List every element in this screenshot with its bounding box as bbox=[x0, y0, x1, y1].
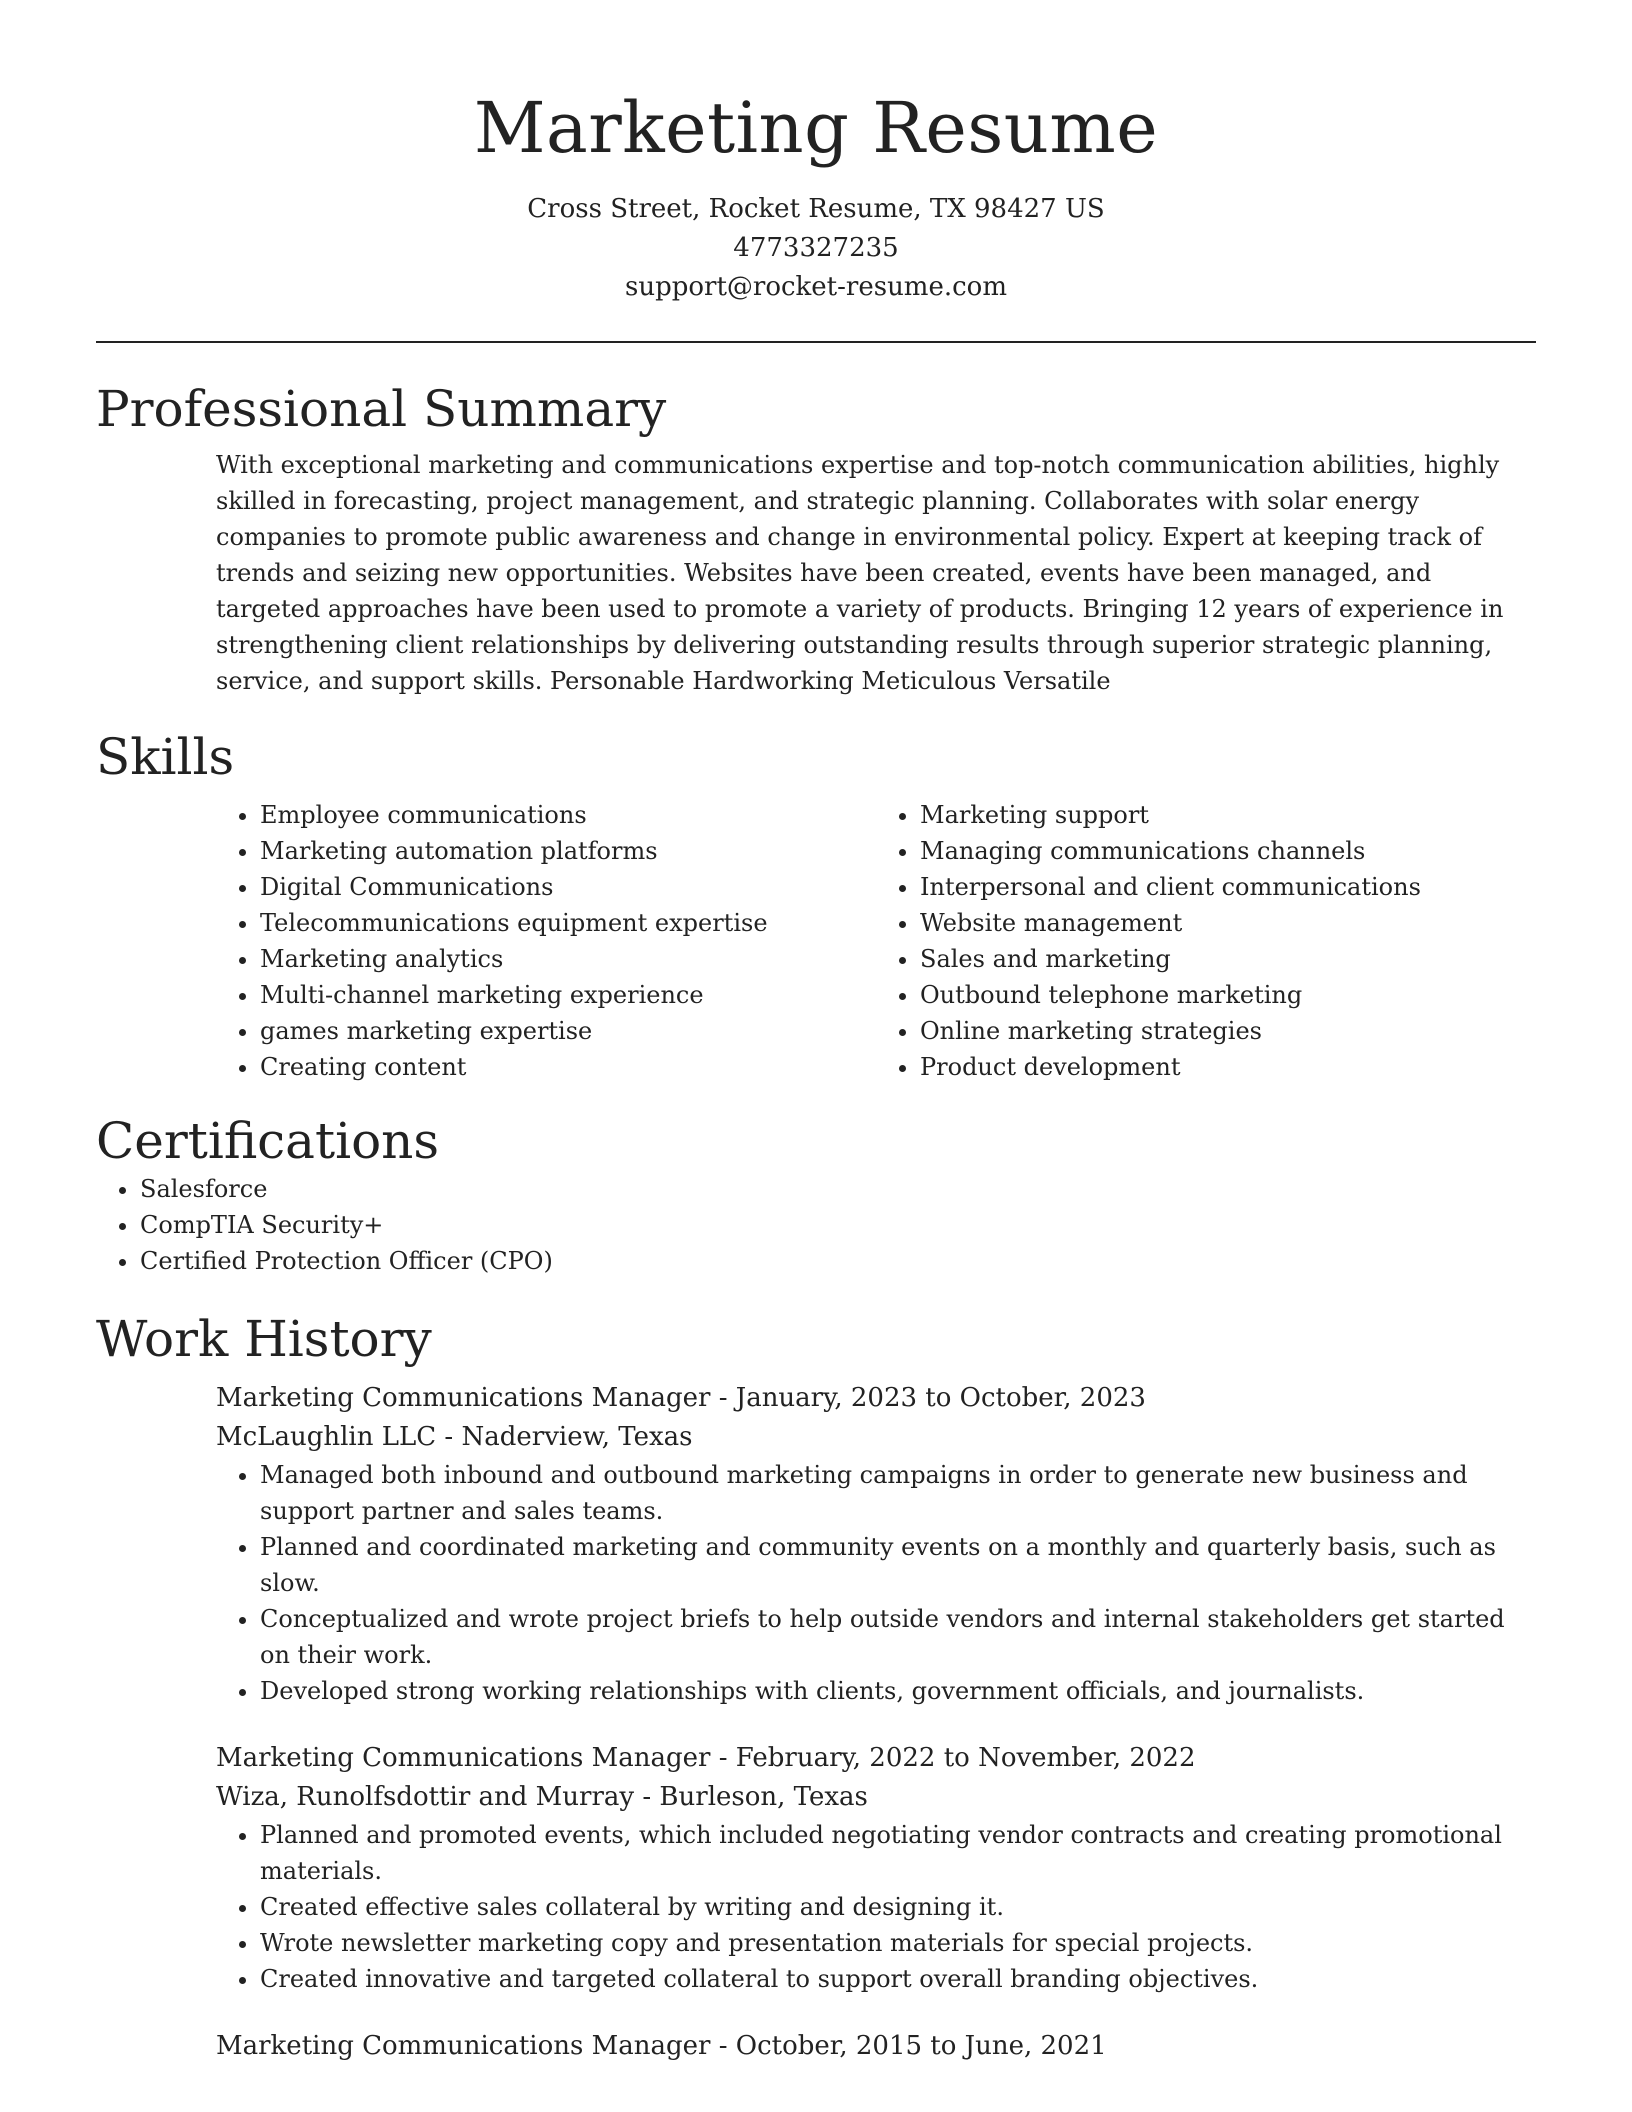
job-title-line bbox=[216, 2027, 1536, 2066]
skill-item: • Creating content bbox=[260, 1049, 876, 1085]
skill-item: • Website management bbox=[920, 905, 1536, 941]
skills-heading: Skills bbox=[96, 728, 235, 786]
job-bullet: • Developed strong working relationships with clients, government officials, and journalists. bbox=[260, 1673, 1536, 1709]
phone-line: 4773327235 bbox=[733, 233, 899, 263]
job-dates: February, 2022 to November, 2022 bbox=[735, 1743, 1196, 1773]
summary-text: With exceptional marketing and communications expertise and top-notch communication abilities, highly skilled in forecasting, project management, and strategic planning. Collaborates with solar energy companies to promote public awareness and change in environmental policy. Expert at keeping track of trends and seizing new opportunities. Websites have been created, events have been managed, and targeted approaches have been used to promote a variety of products. Bringing 12 years of experience in strengthening client relationships by delivering outstanding results through superior strategic planning, service, and support skills. Personable Hardworking Meticulous Versatile bbox=[216, 451, 1504, 695]
certification-item: • CompTIA Security+ bbox=[140, 1207, 1536, 1243]
job-company-line bbox=[216, 1778, 1536, 1817]
separator: - bbox=[634, 1782, 660, 1812]
separator: - bbox=[710, 2031, 736, 2061]
skill-item: • Marketing automation platforms bbox=[260, 833, 876, 869]
skill-item: • Online marketing strategies bbox=[920, 1013, 1536, 1049]
job-entry bbox=[216, 1739, 1536, 1997]
email-line: support@rocket-resume.com bbox=[624, 272, 1007, 302]
work-history-section bbox=[96, 1309, 1536, 2066]
job-company-line bbox=[216, 1418, 1536, 1457]
job-bullet: • Conceptualized and wrote project briefs to help outside vendors and internal stakeholders get started on their work. bbox=[260, 1601, 1536, 1673]
certification-item: • Certified Protection Officer (CPO) bbox=[140, 1243, 1536, 1279]
work-history-heading: Work History bbox=[96, 1310, 432, 1368]
job-bullets bbox=[216, 1817, 1536, 1997]
job-location: Burleson, Texas bbox=[659, 1782, 868, 1812]
skills-section bbox=[96, 727, 1536, 1085]
job-dates: January, 2023 to October, 2023 bbox=[735, 1383, 1146, 1413]
skill-item: • Digital Communications bbox=[260, 869, 876, 905]
job-title-line bbox=[216, 1739, 1536, 1778]
job-location: Naderview, Texas bbox=[461, 1422, 693, 1452]
skill-item: • Marketing analytics bbox=[260, 941, 876, 977]
job-bullet: • Created innovative and targeted collateral to support overall branding objectives. bbox=[260, 1961, 1536, 1997]
job-bullet: • Managed both inbound and outbound marketing campaigns in order to generate new business and support partner and sales teams. bbox=[260, 1457, 1536, 1529]
separator: - bbox=[710, 1743, 736, 1773]
certifications-list bbox=[96, 1171, 1536, 1279]
skill-item: • Multi-channel marketing experience bbox=[260, 977, 876, 1013]
certifications-section bbox=[96, 1111, 1536, 1279]
job-entry bbox=[216, 2027, 1536, 2066]
skill-item: • Marketing support bbox=[920, 797, 1536, 833]
job-bullet: • Created effective sales collateral by writing and designing it. bbox=[260, 1889, 1536, 1925]
resume-title: Marketing Resume bbox=[473, 87, 1159, 169]
job-title: Marketing Communications Manager bbox=[216, 1383, 711, 1413]
summary-heading: Professional Summary bbox=[96, 380, 667, 438]
certification-item: • Salesforce bbox=[140, 1171, 1536, 1207]
summary-section bbox=[96, 379, 1536, 699]
skill-item: • Outbound telephone marketing bbox=[920, 977, 1536, 1013]
skill-item: • Product development bbox=[920, 1049, 1536, 1085]
job-company: McLaughlin LLC bbox=[216, 1422, 437, 1452]
job-dates: October, 2015 to June, 2021 bbox=[735, 2031, 1107, 2061]
job-company: Wiza, Runolfsdottir and Murray bbox=[216, 1782, 635, 1812]
job-title: Marketing Communications Manager bbox=[216, 2031, 711, 2061]
job-bullet: • Planned and promoted events, which included negotiating vendor contracts and creating promotional materials. bbox=[260, 1817, 1536, 1889]
skills-list-right bbox=[876, 797, 1536, 1085]
job-entry bbox=[216, 1379, 1536, 1709]
separator: - bbox=[710, 1383, 736, 1413]
skill-item: • Telecommunications equipment expertise bbox=[260, 905, 876, 941]
skill-item: • Employee communications bbox=[260, 797, 876, 833]
job-title: Marketing Communications Manager bbox=[216, 1743, 711, 1773]
skill-item: • games marketing expertise bbox=[260, 1013, 876, 1049]
skill-item: • Sales and marketing bbox=[920, 941, 1536, 977]
address-line: Cross Street, Rocket Resume, TX 98427 US bbox=[527, 194, 1105, 224]
contact-block bbox=[0, 190, 1632, 307]
resume-header bbox=[0, 0, 1632, 307]
job-bullet: • Planned and coordinated marketing and community events on a monthly and quarterly basis, such as slow. bbox=[260, 1529, 1536, 1601]
skill-item: • Interpersonal and client communications bbox=[920, 869, 1536, 905]
skills-list-left bbox=[216, 797, 876, 1085]
job-bullet: • Wrote newsletter marketing copy and presentation materials for special projects. bbox=[260, 1925, 1536, 1961]
certifications-heading: Certifications bbox=[96, 1112, 440, 1170]
skills-columns bbox=[216, 797, 1536, 1085]
job-bullets bbox=[216, 1457, 1536, 1709]
separator: - bbox=[436, 1422, 462, 1452]
job-title-line bbox=[216, 1379, 1536, 1418]
header-divider bbox=[96, 341, 1536, 343]
skill-item: • Managing communications channels bbox=[920, 833, 1536, 869]
